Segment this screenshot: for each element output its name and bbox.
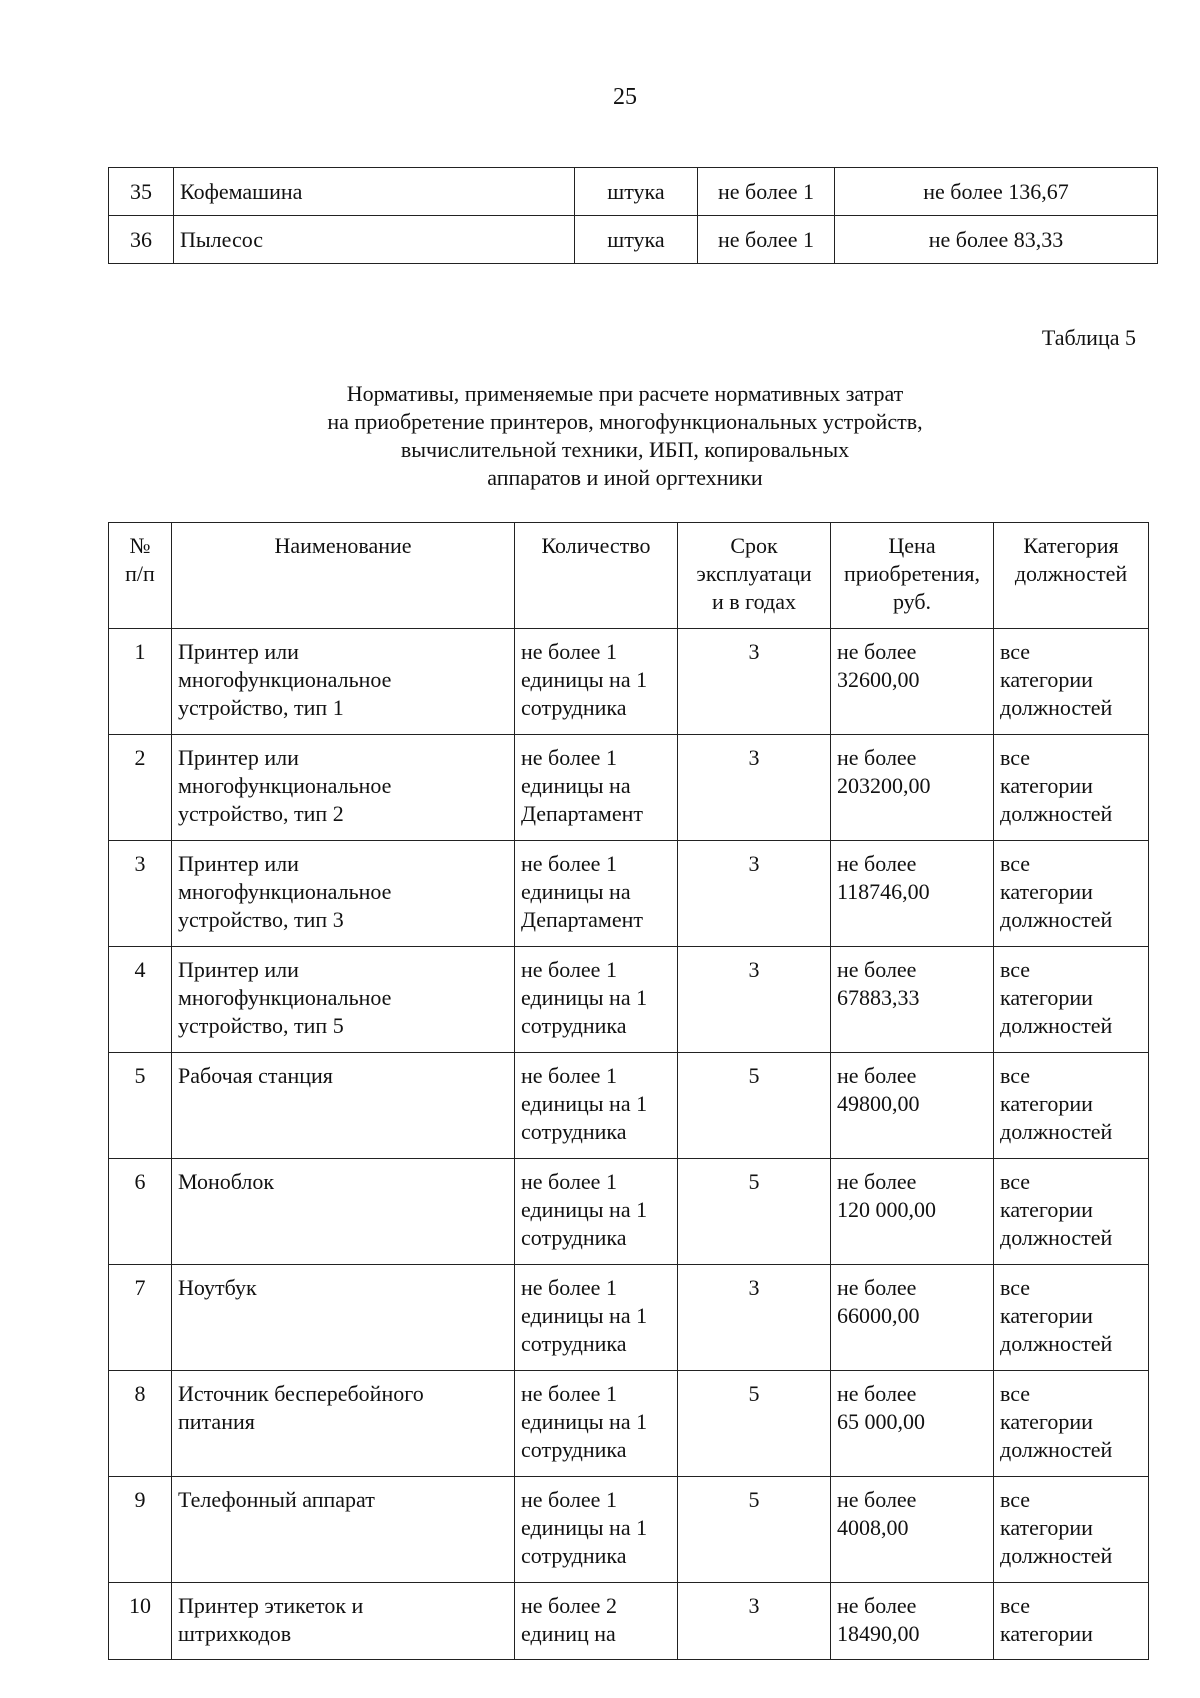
item-term: 3 [678,947,831,1053]
table-row [109,841,1149,947]
table-row [109,1265,1149,1371]
row-number: 10 [109,1583,172,1660]
item-category: все категории должностей [994,1053,1149,1159]
header-name: Наименование [172,523,515,629]
item-name: Принтер этикеток и штрихкодов [172,1583,515,1660]
row-number: 1 [109,629,172,735]
item-category: все категории должностей [994,629,1149,735]
row-number: 3 [109,841,172,947]
row-number: 6 [109,1159,172,1265]
item-category: все категории должностей [994,947,1149,1053]
item-quantity: не более 1 [698,168,835,216]
row-number: 9 [109,1477,172,1583]
table-row [109,629,1149,735]
row-number: 8 [109,1371,172,1477]
table-title-line: вычислительной техники, ИБП, копировальных [400,437,850,462]
table-row [109,216,1158,264]
item-category: все категории должностей [994,1265,1149,1371]
item-category: все категории должностей [994,841,1149,947]
item-price: не более 66000,00 [831,1265,994,1371]
item-term: 5 [678,1477,831,1583]
item-quantity: не более 1 единицы на 1 сотрудника [515,1371,678,1477]
item-term: 5 [678,1053,831,1159]
page-number: 25 [613,84,637,110]
row-number: 7 [109,1265,172,1371]
table-title [0,380,1200,492]
item-quantity: не более 1 [698,216,835,264]
table-title-line: на приобретение принтеров, многофункциональных устройств, [327,409,923,434]
table-row [109,1159,1149,1265]
item-quantity: не более 1 единицы на 1 сотрудника [515,1159,678,1265]
item-name: Кофемашина [174,168,575,216]
table-row [109,1583,1149,1660]
continued-table [108,167,1158,264]
header-price: Цена приобретения, руб. [831,523,994,629]
item-price: не более 118746,00 [831,841,994,947]
item-price: не более 136,67 [835,168,1158,216]
item-quantity: не более 1 единицы на 1 сотрудника [515,1265,678,1371]
row-number: 4 [109,947,172,1053]
table-row [109,735,1149,841]
item-name: Принтер или многофункциональное устройство, тип 1 [172,629,515,735]
item-name: Принтер или многофункциональное устройство, тип 3 [172,841,515,947]
item-name: Телефонный аппарат [172,1477,515,1583]
item-price: не более 67883,33 [831,947,994,1053]
table-label: Таблица 5 [1041,325,1136,350]
table-title-line: аппаратов и иной оргтехники [487,465,763,490]
item-category: все категории должностей [994,1477,1149,1583]
table-row [109,1053,1149,1159]
header-category: Категория должностей [994,523,1149,629]
item-category: все категории должностей [994,735,1149,841]
item-quantity: не более 2 единиц на [515,1583,678,1660]
item-term: 3 [678,1583,831,1660]
item-price: не более 32600,00 [831,629,994,735]
item-term: 3 [678,841,831,947]
item-quantity: не более 1 единицы на 1 сотрудника [515,629,678,735]
item-unit: штука [575,168,698,216]
item-term: 3 [678,1265,831,1371]
item-price: не более 203200,00 [831,735,994,841]
item-name: Принтер или многофункциональное устройство, тип 2 [172,735,515,841]
table-row [109,947,1149,1053]
item-quantity: не более 1 единицы на 1 сотрудника [515,1053,678,1159]
header-number: № п/п [109,523,172,629]
item-quantity: не более 1 единицы на Департамент [515,841,678,947]
item-quantity: не более 1 единицы на Департамент [515,735,678,841]
table-title-line: Нормативы, применяемые при расчете нормативных затрат [346,381,904,406]
row-number: 5 [109,1053,172,1159]
item-price: не более 83,33 [835,216,1158,264]
table-row [109,1371,1149,1477]
item-price: не более 120 000,00 [831,1159,994,1265]
table-row [109,168,1158,216]
item-name: Принтер или многофункциональное устройство, тип 5 [172,947,515,1053]
item-name: Ноутбук [172,1265,515,1371]
header-quantity: Количество [515,523,678,629]
header-term: Срок эксплуатаци и в годах [678,523,831,629]
item-price: не более 49800,00 [831,1053,994,1159]
item-quantity: не более 1 единицы на 1 сотрудника [515,1477,678,1583]
item-price: не более 65 000,00 [831,1371,994,1477]
item-price: не более 18490,00 [831,1583,994,1660]
item-name: Пылесос [174,216,575,264]
item-name: Рабочая станция [172,1053,515,1159]
item-name: Моноблок [172,1159,515,1265]
item-category: все категории [994,1583,1149,1660]
item-term: 3 [678,735,831,841]
table-row [109,1477,1149,1583]
item-category: все категории должностей [994,1371,1149,1477]
item-name: Источник бесперебойного питания [172,1371,515,1477]
item-price: не более 4008,00 [831,1477,994,1583]
item-unit: штука [575,216,698,264]
table-header-row [109,523,1149,629]
row-number: 35 [109,168,174,216]
item-category: все категории должностей [994,1159,1149,1265]
item-term: 5 [678,1159,831,1265]
item-quantity: не более 1 единицы на 1 сотрудника [515,947,678,1053]
item-term: 5 [678,1371,831,1477]
row-number: 36 [109,216,174,264]
row-number: 2 [109,735,172,841]
item-term: 3 [678,629,831,735]
norms-table [108,522,1149,1660]
